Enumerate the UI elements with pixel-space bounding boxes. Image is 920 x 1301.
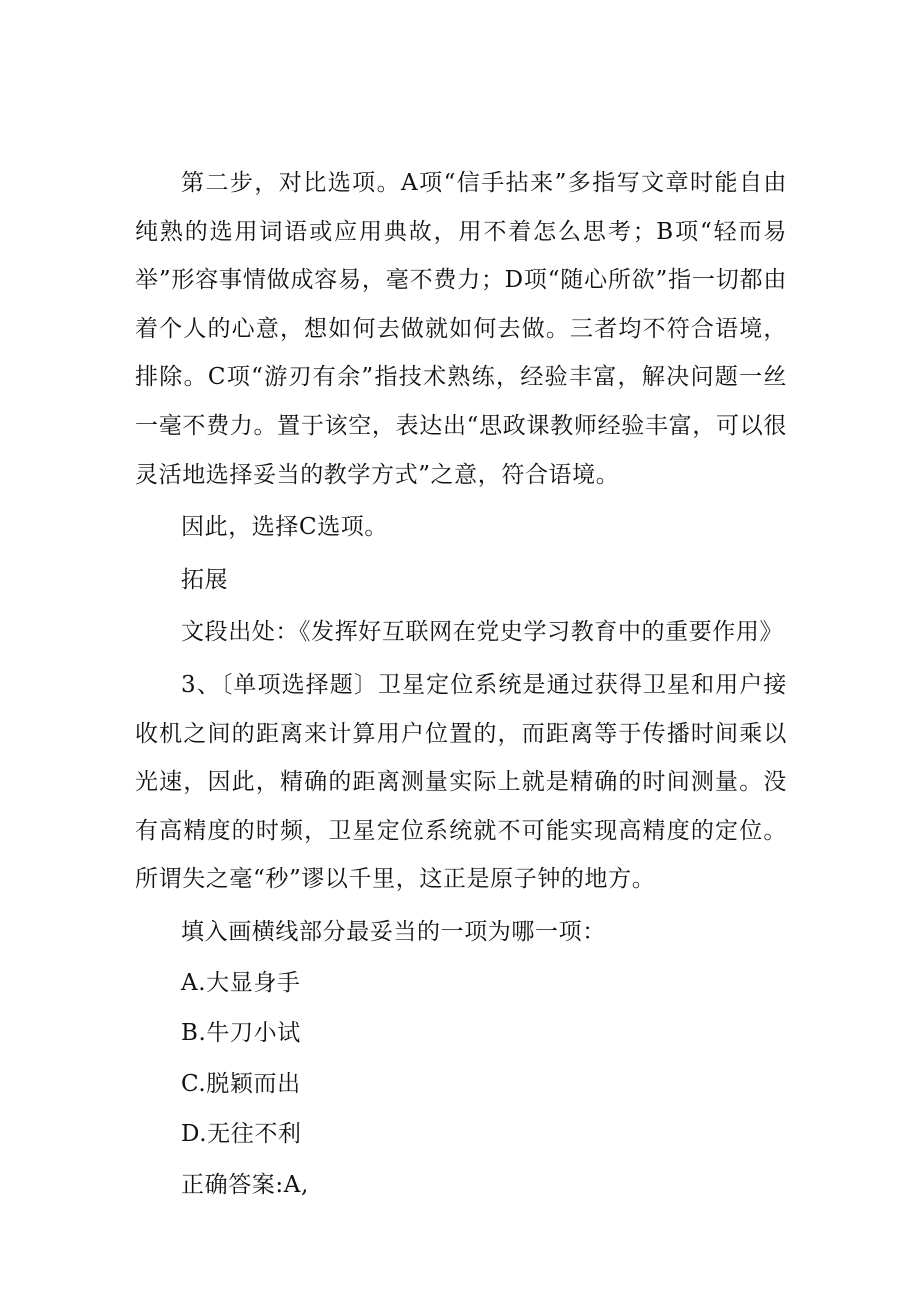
option-b: B.牛刀小试 [181,1020,301,1047]
option-a: A.大显身手 [181,969,301,996]
paragraph-conclusion: 因此，选择C选项。 [181,514,388,541]
correct-answer: 正确答案:A, [181,1171,309,1198]
document-body [135,159,787,1209]
extension-heading: 拓展 [181,566,229,593]
question-prompt: 填入画横线部分最妥当的一项为哪一项： [181,918,606,945]
paragraph-source: 文段出处：《发挥好互联网在党史学习教育中的重要作用》 [181,619,784,646]
question-text: 3、〔单项选择题〕卫星定位系统是通过获得卫星和用户接收机之间的距离来计算用户位置的，而距离等于传播时间乘以光速，因此，精确的距离测量实际上就是精确的时间测量。没有高精度的时频，卫星定位系统就不可能实现高精度的定位。所谓失之毫“秒”谬以千里，这正是原子钟的地方。 [135,671,787,893]
paragraph-step-two: 第二步，对比选项。A项“信手拈来”多指写文章时能自由纯熟的选用词语或应用典故，用不着怎么思考；B项“轻而易举”形容事情做成容易，毫不费力；D项“随心所欲”指一切都由着个人的心意，想如何去做就如何去做。三者均不符合语境，排除。C项“游刃有余”指技术熟练，经验丰富，解决问题一丝一毫不费力。置于该空，表达出“思政课教师经验丰富，可以很灵活地选择妥当的教学方式”之意，符合语境。 [135,170,787,488]
option-d: D.无往不利 [181,1121,302,1148]
option-c: C.脱颖而出 [181,1070,301,1097]
